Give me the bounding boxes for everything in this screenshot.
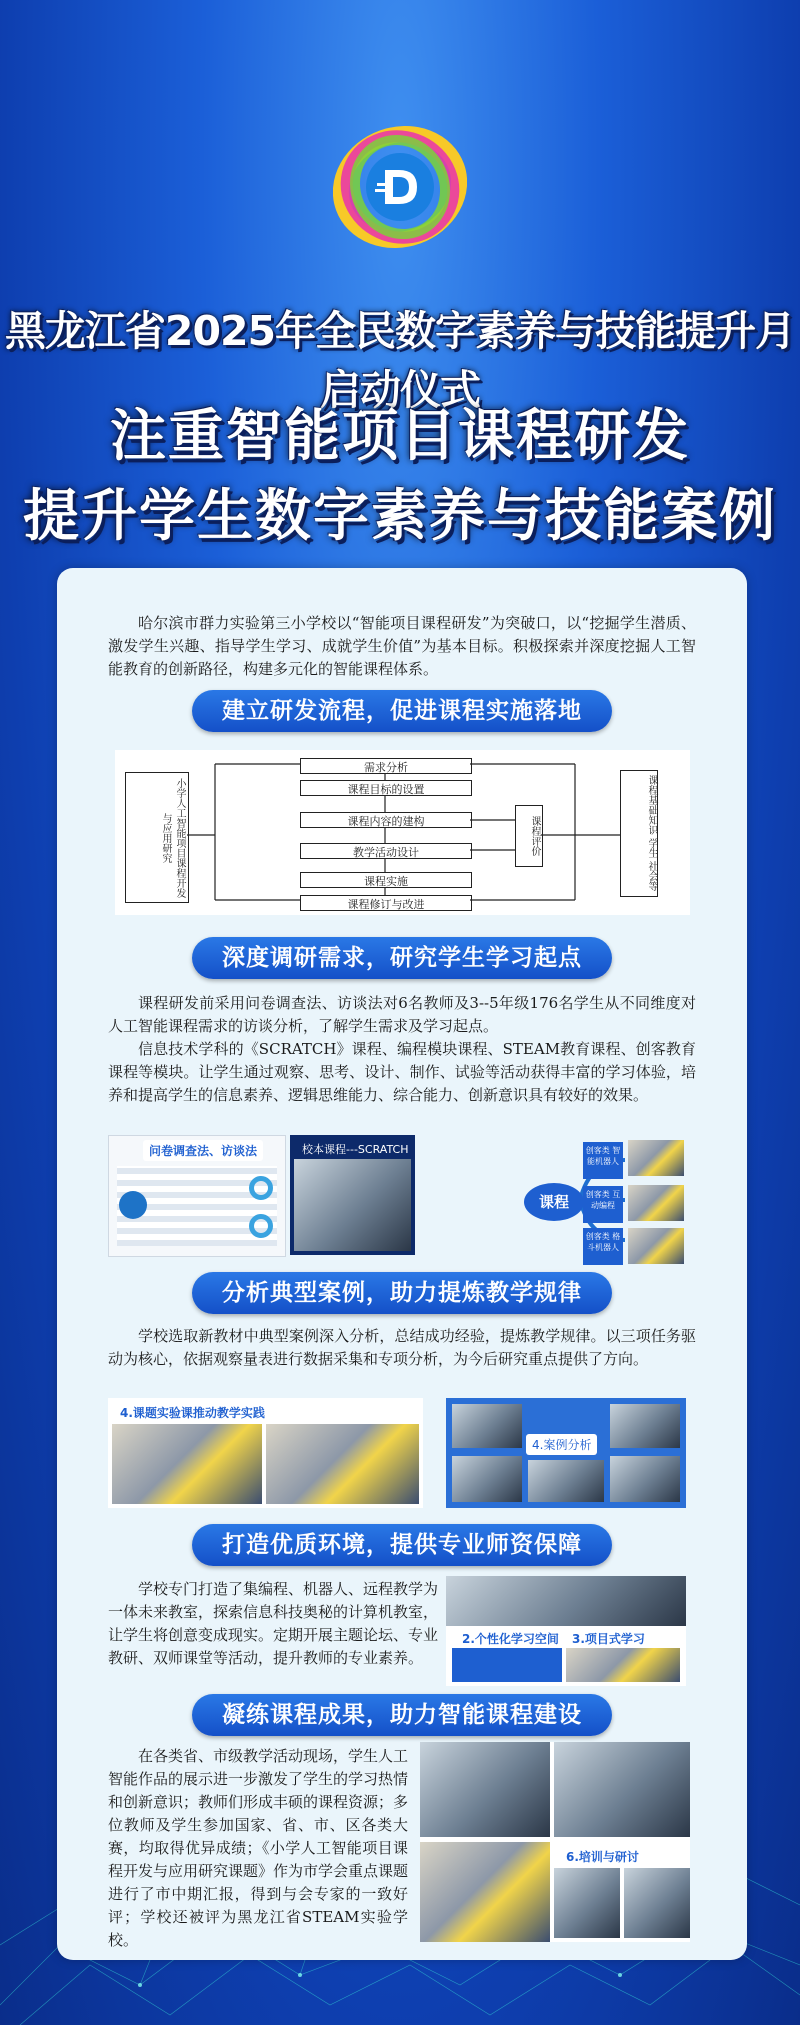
flowchart-right-label: 课程基础知识 学生 社会等 (620, 770, 658, 897)
course-hub: 课程 (524, 1183, 584, 1221)
flowchart-step-5: 课程实施 (300, 872, 472, 888)
robot-photo (628, 1140, 684, 1176)
coding-photo (628, 1185, 684, 1221)
section4-text: 学校专门打造了集编程、机器人、远程教学为一体未来教室，探索信息科技奥秘的计算机教室，让学生将创意变成现实。定期开展主题论坛、专业教研、双师课堂等活动，提升教师的专业素养。 (108, 1580, 439, 1667)
flowchart-step-2: 课程目标的设置 (300, 780, 472, 796)
section-heading-3: 分析典型案例，助力提炼教学规律 (192, 1272, 612, 1314)
flowchart-step-6: 课程修订与改进 (300, 895, 472, 911)
flowchart-step-3: 课程内容的建构 (300, 812, 472, 828)
section-heading-1: 建立研发流程，促进课程实施落地 (192, 690, 612, 732)
flowchart-step-4: 教学活动设计 (300, 843, 472, 859)
fight-photo (628, 1228, 684, 1264)
section2-text: 课程研发前采用问卷调查法、访谈法对6名教师及3--5年级176名学生从不同维度对人工智能课程需求的访谈分析，了解学生需求及学习起点。 信息技术学科的《SCRATCH》课程、编程模块课程、STEAM教育课程、创客教育课程等模块。让学生通过观察、思考、设计、制作、试验等活动获得丰富的学习体验，培养和提高学生的信息素养、逻辑思维能力、综合能力、创新意识具有较好的效果。 (108, 994, 696, 1104)
section-heading-5: 凝练课程成果，助力智能课程建设 (192, 1694, 612, 1736)
section5-text: 在各类省、市级教学活动现场，学生人工智能作品的展示进一步激发了学生的学习热情和创新意识；教师们形成丰硕的课程资源；多位教师及学生参加国家、省、市、区各类大赛，均取得优异成绩；《小学人工智能项目课程开发与应用研究课题》作为市学会重点课题进行了市中期汇报，得到与会专家的一致好评；学校还被评为黑龙江省STEAM实验学校。 (108, 1747, 409, 1949)
classroom-image (446, 1576, 686, 1686)
flowchart-left-label: 小学人工智能项目课程开发与应用研究 (125, 772, 189, 903)
spoke-fight: 创客类 格斗机器人 (583, 1228, 623, 1265)
scratch-caption: 校本课程---SCRATCH (296, 1139, 415, 1175)
case-analysis-image (446, 1398, 686, 1508)
section3-text: 学校选取新教材中典型案例深入分析，总结成功经验，提炼教学规律。以三项任务驱动为核心，依据观察量表进行数据采集和专项分析，为今后研究重点提供了方向。 (108, 1327, 696, 1368)
section-heading-4: 打造优质环境，提供专业师资保障 (192, 1524, 612, 1566)
main-title-line1: 注重智能项目课程研发 (110, 404, 690, 469)
classroom-caption2: 3.项目式学习 (566, 1628, 651, 1649)
intro-text: 哈尔滨市群力实验第三小学校以“智能项目课程研发”为突破口，以“挖掘学生潜质、激发学生兴趣、指导学生学习、成就学生价值”为基本目标。积极探索并深度挖掘人工智能教育的创新路径，构建多元化的智能课程体系。 (108, 614, 696, 678)
flowchart-connectors (115, 750, 690, 915)
main-title-line2: 提升学生数字素养与技能案例 (23, 484, 777, 549)
logo (333, 125, 467, 250)
flowchart-step-1: 需求分析 (300, 758, 472, 774)
training-caption: 6.培训与研讨 (560, 1846, 645, 1867)
section-heading-2: 深度调研需求，研究学生学习起点 (192, 937, 612, 979)
research-flowchart (115, 750, 690, 915)
flowchart-eval: 课程评价 (515, 805, 543, 867)
event-title: 黑龙江省2025年全民数字素养与技能提升月启动仪式 (4, 307, 796, 414)
survey-image (108, 1135, 286, 1257)
spoke-robot: 创客类 智能机器人 (583, 1142, 623, 1179)
case-analysis-caption: 4.案例分析 (526, 1434, 597, 1455)
experiment-caption: 4.课题实验课推动教学实践 (114, 1402, 271, 1423)
survey-caption: 问卷调查法、访谈法 (143, 1140, 263, 1161)
classroom-caption1: 2.个性化学习空间 (456, 1628, 565, 1649)
spoke-coding: 创客类 互动编程 (583, 1186, 623, 1223)
achievements-image (420, 1742, 690, 1942)
scratch-image (290, 1135, 415, 1255)
experiment-image (108, 1398, 423, 1508)
